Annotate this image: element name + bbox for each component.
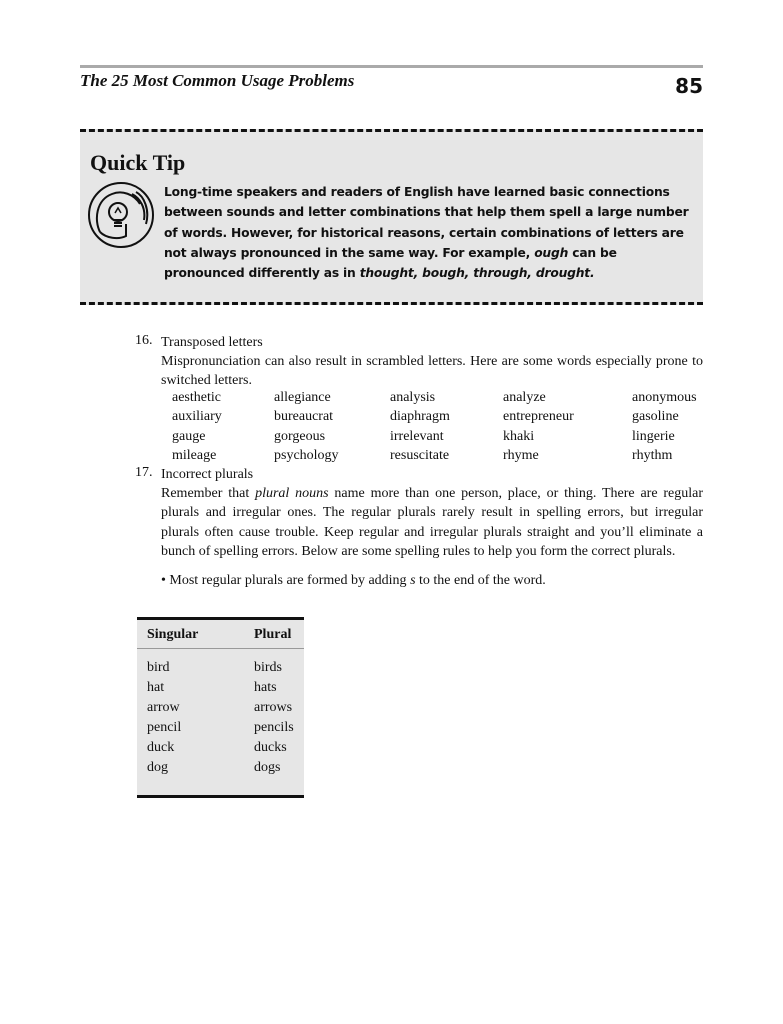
table-row (137, 678, 304, 698)
word: rhyme (503, 447, 539, 463)
quick-tip-title: Quick Tip (90, 150, 186, 175)
word: psychology (274, 447, 339, 463)
item-16-text: Mispronunciation can also result in scrambled letters. Here are some words especially prone to switched letters. (161, 354, 703, 389)
word: diaphragm (390, 409, 450, 425)
quick-tip-box (80, 129, 703, 305)
word: entrepreneur (503, 409, 574, 425)
word: mileage (172, 447, 217, 463)
word: analysis (390, 390, 436, 405)
word: auxiliary (172, 409, 222, 425)
header-rule (80, 65, 703, 68)
lightbulb-hand-icon (86, 180, 156, 250)
cell: birds (254, 660, 282, 675)
item-16-title: Transposed letters (161, 335, 263, 350)
running-head: The 25 Most Common Usage Problems (80, 71, 355, 90)
word: rhythm (632, 447, 673, 463)
quick-tip-text: Long-time speakers and readers of English have learned basic connections between sounds and letter combinations that help them spell a large number of words. However, for historical reasons, certain combinations of letters are not always pronounced in the same way. For example, ough can be pronounced differently as in thought, bough, through, drought. (164, 185, 689, 281)
word: gasoline (632, 409, 679, 425)
table-row (137, 718, 304, 738)
cell: arrow (147, 700, 180, 715)
word-row (172, 407, 744, 426)
item-number-16: 16. (135, 333, 153, 348)
word-row (172, 388, 744, 407)
word-row (172, 427, 744, 446)
word-grid (172, 388, 744, 465)
item-number-17: 17. (135, 465, 153, 480)
cell: bird (147, 660, 170, 675)
cell: pencil (147, 720, 182, 735)
column-header: Singular (147, 627, 199, 642)
item-17-text: Remember that plural nouns name more than one person, place, or thing. There are regular plurals and irregular ones. The regular plurals rarely result in spelling errors, but irregular plurals often cause trouble. Keep regular and irregular plurals straight and you’ll eliminate a bunch of spelling errors. Below are some spelling rules to help you form the correct plurals. (161, 486, 703, 559)
table-row (137, 658, 304, 678)
bullet-item: • Most regular plurals are formed by adding s to the end of the word. (161, 573, 546, 588)
word: gorgeous (274, 428, 326, 444)
word: irrelevant (390, 428, 444, 444)
word: allegiance (274, 390, 331, 405)
cell: duck (147, 740, 175, 755)
cell: hat (147, 680, 165, 695)
table-row (137, 698, 304, 718)
page-number: 85 (675, 74, 703, 98)
cell: ducks (254, 740, 287, 755)
word: anonymous (632, 390, 697, 405)
word: bureaucrat (274, 409, 334, 425)
word: resuscitate (390, 447, 450, 463)
table-row (137, 738, 304, 758)
word-row (172, 446, 744, 465)
word: khaki (503, 428, 535, 444)
cell: dog (147, 760, 168, 775)
word: analyze (503, 390, 546, 405)
plurals-table (137, 617, 304, 798)
cell: hats (254, 680, 277, 695)
table-header (137, 622, 304, 649)
word: aesthetic (172, 390, 221, 405)
cell: dogs (254, 760, 281, 775)
cell: pencils (254, 720, 294, 735)
table-row (137, 758, 304, 778)
item-17-title: Incorrect plurals (161, 467, 254, 482)
column-header: Plural (254, 627, 292, 642)
word: gauge (172, 428, 206, 444)
cell: arrows (254, 700, 293, 715)
word: lingerie (632, 428, 675, 444)
